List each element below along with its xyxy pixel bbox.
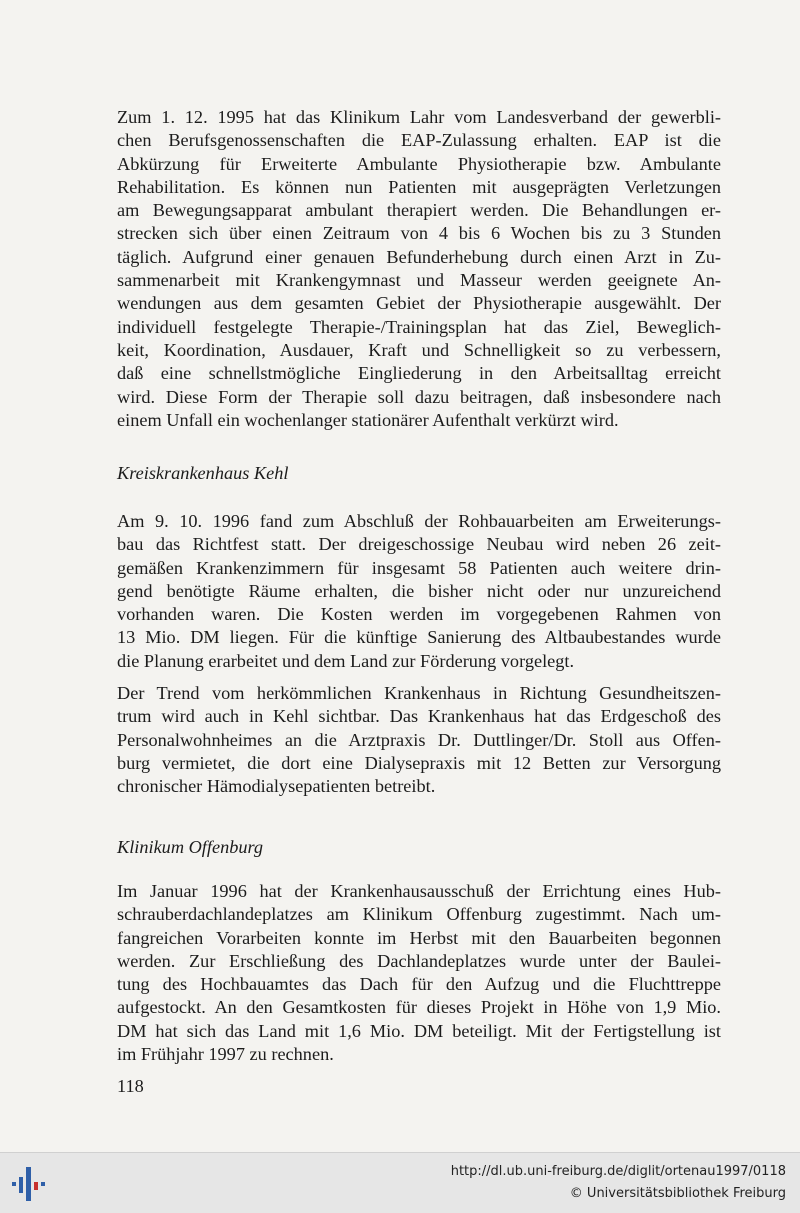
viewer-footer xyxy=(0,1152,800,1213)
text-line: Rehabilitation. Es können nun Patienten mit ausgeprägten Verletzungen xyxy=(117,176,721,197)
text-line: vorhanden waren. Die Kosten werden im vorgegebenen Rahmen von xyxy=(117,604,721,625)
section-heading-offenburg: Klinikum Offenburg xyxy=(117,837,264,857)
text-line: Personalwohnheimes an die Arztpraxis Dr. Duttlinger/Dr. Stoll aus Offen- xyxy=(117,729,721,750)
text-line: Abkürzung für Erweiterte Ambulante Physiotherapie bzw. Ambulante xyxy=(117,153,721,174)
copyright-notice: © Universitätsbibliothek Freiburg xyxy=(569,1186,786,1201)
text-line: chen Berufsgenossenschaften die EAP-Zulassung erhalten. EAP ist die xyxy=(117,130,721,151)
text-line: Der Trend vom herkömmlichen Krankenhaus in Richtung Gesundheitszen- xyxy=(117,683,721,703)
text-line: bau das Richtfest statt. Der dreigeschossige Neubau wird neben 26 zeit- xyxy=(117,534,721,555)
text-line: aufgestockt. An den Gesamtkosten für dieses Projekt in Höhe von 1,9 Mio. xyxy=(117,997,721,1018)
document-url-link[interactable]: http://dl.ub.uni-freiburg.de/diglit/ortenau1997/0118 xyxy=(450,1164,786,1179)
text-line: chronischer Hämodialysepatienten betreibt. xyxy=(117,776,436,797)
library-logo-icon xyxy=(10,1165,50,1203)
text-line: Zum 1. 12. 1995 hat das Klinikum Lahr vom Landesverband der gewerbli- xyxy=(117,107,721,127)
text-line: Am 9. 10. 1996 fand zum Abschluß der Rohbauarbeiten am Erweiterungs- xyxy=(117,511,721,531)
text-line: im Frühjahr 1997 zu rechnen. xyxy=(117,1044,334,1065)
text-line: täglich. Aufgrund einer genauen Befunderhebung durch einen Arzt in Zu- xyxy=(117,246,721,267)
paragraph-kehl-richtfest xyxy=(117,510,721,673)
text-line: burg vermietet, die dort eine Dialysepraxis mit 12 Betten zur Versorgung xyxy=(117,752,721,773)
paragraph-kehl-trend xyxy=(117,682,721,798)
text-line: daß eine schnellstmögliche Eingliederung in den Arbeitsalltag erreicht xyxy=(117,363,721,384)
text-line: gemäßen Krankenzimmern für insgesamt 58 Patienten auch weitere drin- xyxy=(117,557,721,578)
text-line: DM hat sich das Land mit 1,6 Mio. DM beteiligt. Mit der Fertigstellung ist xyxy=(117,1020,721,1041)
text-line: wird. Diese Form der Therapie soll dazu beitragen, daß insbesondere nach xyxy=(117,386,721,407)
paragraph-text xyxy=(117,106,721,432)
logo-bar xyxy=(19,1177,23,1193)
text-line: die Planung erarbeitet und dem Land zur Förderung vorgelegt. xyxy=(117,650,575,671)
text-line: keit, Koordination, Ausdauer, Kraft und Schnelligkeit so zu verbessern, xyxy=(117,339,721,360)
page-number: 118 xyxy=(117,1076,144,1096)
logo-bar xyxy=(12,1182,16,1186)
paragraph-text xyxy=(117,880,721,1066)
text-line: tung des Hochbauamtes das Dach für den Aufzug und die Fluchttreppe xyxy=(117,974,721,995)
text-line: werden. Zur Erschließung des Dachlandeplatzes wurde unter der Baulei- xyxy=(117,950,721,971)
text-line: sammenarbeit mit Krankengymnast und Masseur werden geeignete An- xyxy=(117,270,721,291)
text-line: schrauberdachlandeplatzes am Klinikum Offenburg zugestimmt. Nach um- xyxy=(117,904,721,925)
paragraph-text xyxy=(117,510,721,673)
text-line: einem Unfall ein wochenlanger stationärer Aufenthalt verkürzt wird. xyxy=(117,409,619,430)
text-line: individuell festgelegte Therapie-/Trainingsplan hat das Ziel, Beweglich- xyxy=(117,316,721,337)
text-line: gend benötigte Räume erhalten, die bisher nicht oder nur unzureichend xyxy=(117,580,721,601)
logo-bar xyxy=(26,1167,31,1201)
text-line: 13 Mio. DM liegen. Für die künftige Sanierung des Altbaubestandes wurde xyxy=(117,627,721,648)
paragraph-text xyxy=(117,682,721,798)
text-line: trum wird auch in Kehl sichtbar. Das Krankenhaus hat das Erdgeschoß des xyxy=(117,706,721,727)
text-line: wendungen aus dem gesamten Gebiet der Physiotherapie ausgewählt. Der xyxy=(117,293,721,314)
text-line: Im Januar 1996 hat der Krankenhausausschuß der Errichtung eines Hub- xyxy=(117,881,721,901)
section-heading-kehl: Kreiskrankenhaus Kehl xyxy=(117,463,289,483)
text-line: am Bewegungsapparat ambulant therapiert werden. Die Behandlungen er- xyxy=(117,200,721,221)
paragraph-lahr-eap xyxy=(117,106,721,432)
logo-bar xyxy=(41,1182,45,1186)
text-line: fangreichen Vorarbeiten konnte im Herbst mit den Bauarbeiten begonnen xyxy=(117,927,721,948)
text-line: strecken sich über einen Zeitraum von 4 bis 6 Wochen bis zu 3 Stunden xyxy=(117,223,721,244)
logo-bar xyxy=(34,1182,38,1190)
paragraph-offenburg-heliport xyxy=(117,880,721,1066)
